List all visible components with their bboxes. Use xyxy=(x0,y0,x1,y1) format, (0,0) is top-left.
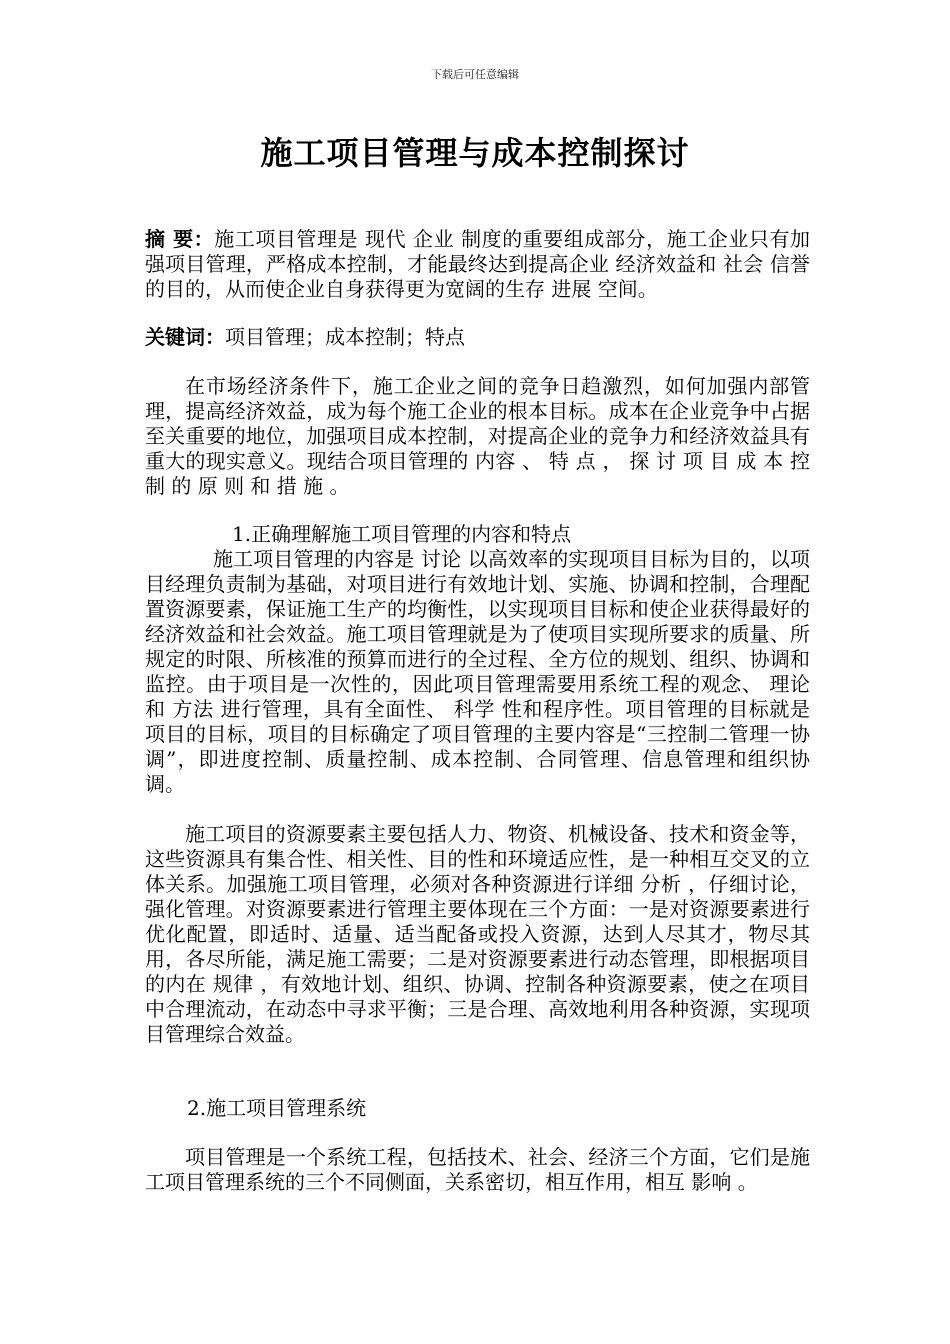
keywords-text: 项目管理；成本控制；特点 xyxy=(225,325,465,349)
section-1-paragraph-1: 施工项目管理的内容是 讨论 以高效率的实现项目目标为目的，以项目经理负责制为基础，对项目进行有效地计划、实施、协调和控制，合理配置资源要素，保证施工生产的均衡性，以实现项目目标和使企业获得最好的经济效益和社会效益。施工项目管理就是为了使项目实现所要求的质量、所规定的时限、所核准的预算而进行的全过程、全方位的规划、组织、协调和监控。由于项目是一次性的，因此项目管理需要用系统工程的观念、 理论 和 方法 进行管理，具有全面性、 科学 性和程序性。项目管理的目标就是项目的目标，项目的目标确定了项目管理的主要内容是“三控制二管理一协调”，即进度控制、质量控制、成本控制、合同管理、信息管理和组织协调。 xyxy=(145,547,810,796)
keywords-label: 关键词： xyxy=(145,325,225,349)
keywords-line xyxy=(145,325,810,350)
section-2-paragraph-1: 项目管理是一个系统工程，包括技术、社会、经济三个方面，它们是施工项目管理系统的三个不同侧面，关系密切，相互作用，相互 影响 。 xyxy=(145,1145,810,1194)
section-1-heading: 1.正确理解施工项目管理的内容和特点 xyxy=(232,522,572,546)
intro-paragraph: 在市场经济条件下，施工企业之间的竞争日趋激烈，如何加强内部管理，提高经济效益，成为每个施工企业的根本目标。成本在企业竞争中占据至关重要的地位，加强项目成本控制，对提高企业的竞争力和经济效益具有重大的现实意义。现结合项目管理的 内容 、 特 点 ， 探 讨 项 目 成 本 控 制 的 原 则 和 措 施 。 xyxy=(145,374,810,498)
section-2-heading: 2.施工项目管理系统 xyxy=(187,1096,367,1120)
section-1-paragraph-2: 施工项目的资源要素主要包括人力、物资、机械设备、技术和资金等，这些资源具有集合性、相关性、目的性和环境适应性，是一种相互交叉的立体关系。加强施工项目管理，必须对各种资源进行详细 分析 ，仔细讨论，强化管理。对资源要素进行管理主要体现在三个方面：一是对资源要素进行优化配置，即适时、适量、适当配备或投入资源，达到人尽其才，物尽其用，各尽所能，满足施工需要；二是对资源要素进行动态管理，即根据项目的内在 规律 ，有效地计划、组织、协调、控制各种资源要素，使之在项目中合理流动，在动态中寻求平衡；三是合理、高效地利用各种资源，实现项目管理综合效益。 xyxy=(145,822,810,1046)
abstract-paragraph xyxy=(145,227,810,302)
abstract-text: 施工项目管理是 现代 企业 制度的重要组成部分，施工企业只有加强项目管理，严格成本控制，才能最终达到提高企业 经济效益和 社会 信誉的目的，从而使企业自身获得更为宽阔的生存 进展 空间。 xyxy=(145,227,810,301)
abstract-label: 摘 要： xyxy=(145,227,215,251)
header-note: 下载后可任意编辑 xyxy=(431,68,519,81)
document-title: 施工项目管理与成本控制探讨 xyxy=(260,134,690,172)
